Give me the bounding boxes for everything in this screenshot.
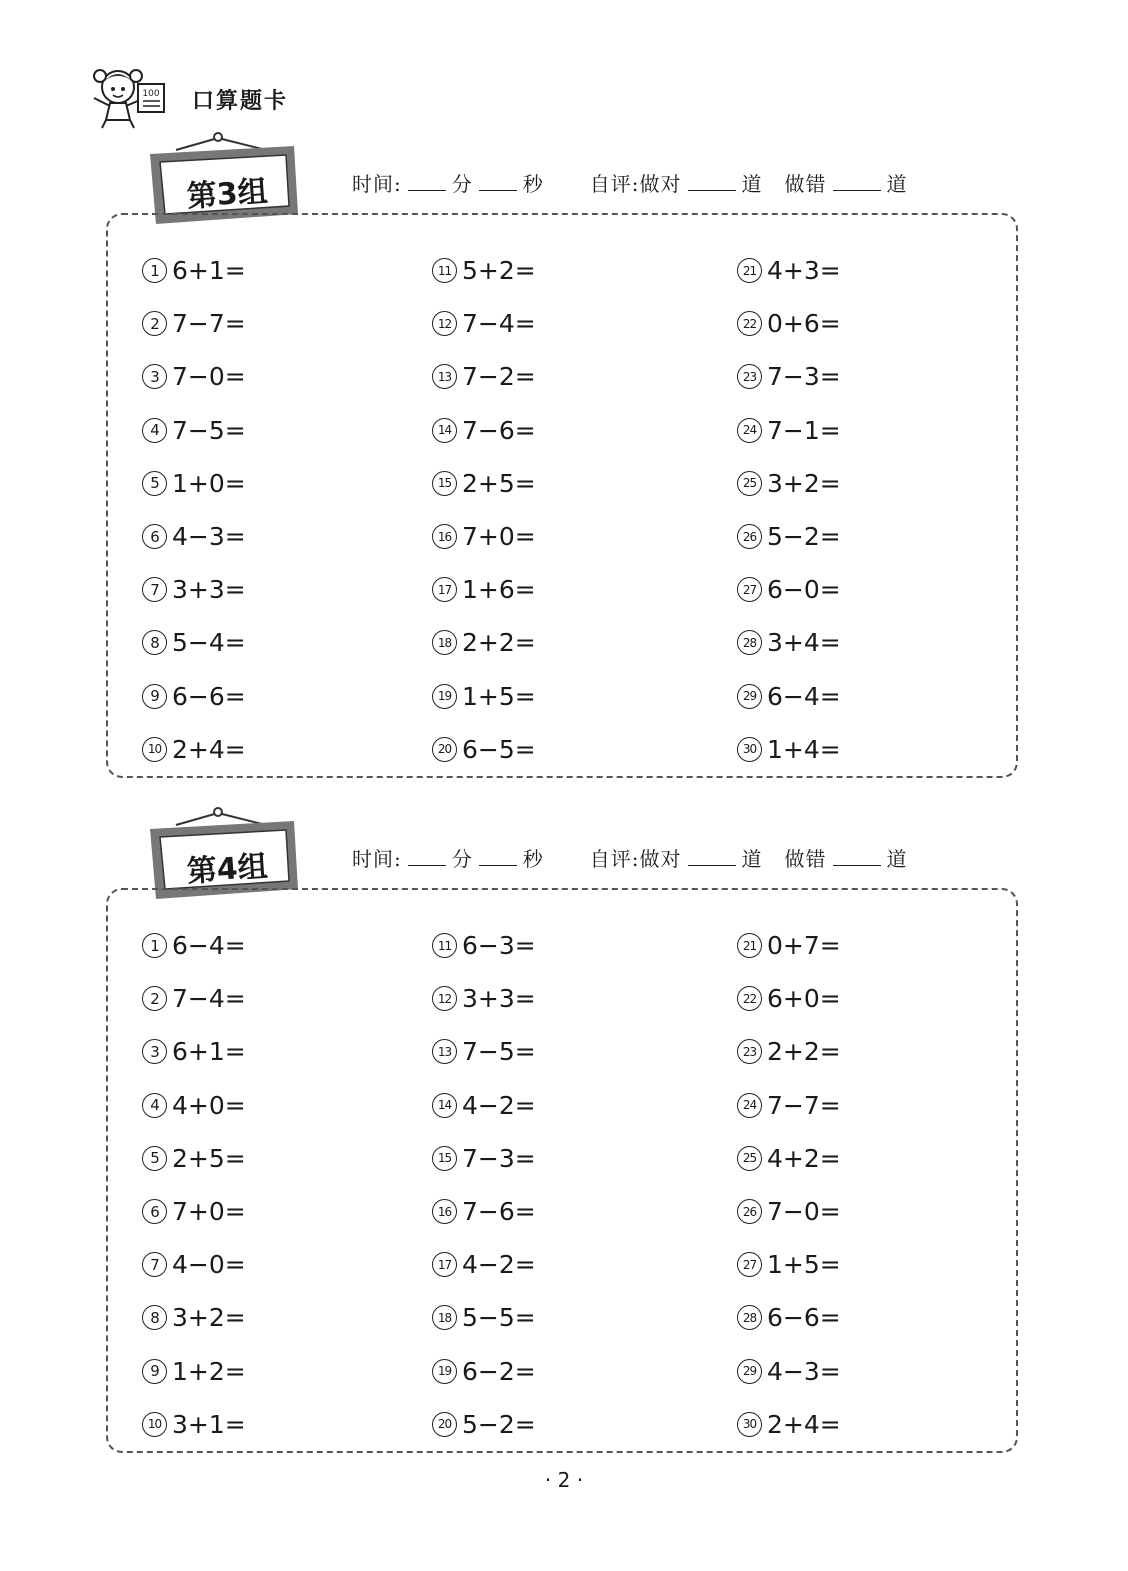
problem-number: 3 — [142, 364, 167, 389]
problem-number: 3 — [142, 1039, 167, 1064]
problem-item — [142, 670, 246, 723]
wrong-label: 做错 — [784, 847, 827, 871]
problem-item — [737, 1238, 841, 1291]
problem-item — [432, 457, 536, 510]
problem-number: 9 — [142, 1359, 167, 1384]
problem-item — [432, 350, 536, 403]
problem-expression: 6+1= — [172, 1037, 246, 1067]
problem-item — [737, 1398, 841, 1451]
problem-expression: 7−3= — [767, 362, 841, 392]
time-label: 时间: — [352, 172, 402, 196]
problem-expression: 1+4= — [767, 734, 841, 764]
problem-item — [432, 563, 536, 616]
page-header — [88, 62, 488, 132]
problem-expression: 7−6= — [462, 415, 536, 445]
correct-count-blank[interactable] — [688, 847, 736, 866]
girl-with-100-card-icon — [88, 62, 168, 132]
problem-item — [432, 1291, 536, 1344]
minutes-blank[interactable] — [408, 172, 446, 191]
problem-item — [737, 297, 841, 350]
problem-expression: 6−4= — [172, 931, 246, 961]
problem-expression: 4+3= — [767, 256, 841, 286]
problem-expression: 7−3= — [462, 1143, 536, 1173]
seconds-blank[interactable] — [479, 172, 517, 191]
problem-expression: 2+2= — [462, 628, 536, 658]
problem-item — [142, 244, 246, 297]
problem-item — [142, 723, 246, 776]
wrong-count-blank[interactable] — [833, 847, 881, 866]
problem-item — [142, 563, 246, 616]
problem-number: 11 — [432, 933, 457, 958]
problem-number: 26 — [737, 524, 762, 549]
self-eval-label: 自评:做对 — [589, 847, 682, 871]
problem-expression: 2+4= — [767, 1409, 841, 1439]
problem-expression: 5−2= — [462, 1409, 536, 1439]
problem-item — [432, 972, 536, 1025]
problem-number: 28 — [737, 630, 762, 655]
problem-item — [432, 1238, 536, 1291]
problem-item — [142, 972, 246, 1025]
problem-expression: 3+2= — [172, 1303, 246, 1333]
problem-item — [432, 616, 536, 669]
problem-expression: 7−7= — [767, 1090, 841, 1120]
problem-item — [737, 1079, 841, 1132]
problem-number: 2 — [142, 311, 167, 336]
problem-expression: 0+6= — [767, 309, 841, 339]
problem-number: 14 — [432, 1093, 457, 1118]
problem-item — [142, 1185, 246, 1238]
problem-item — [432, 244, 536, 297]
problem-item — [737, 563, 841, 616]
problem-number: 20 — [432, 1412, 457, 1437]
problem-number: 5 — [142, 1146, 167, 1171]
problem-item — [432, 1345, 536, 1398]
wrong-unit: 道 — [886, 847, 908, 871]
problem-item — [142, 616, 246, 669]
problem-expression: 7−5= — [462, 1037, 536, 1067]
problem-item — [737, 457, 841, 510]
problem-column — [737, 919, 841, 1451]
self-eval-label: 自评:做对 — [589, 172, 682, 196]
problem-expression: 6−2= — [462, 1356, 536, 1386]
wrong-count-blank[interactable] — [833, 172, 881, 191]
problem-number: 4 — [142, 418, 167, 443]
problem-number: 13 — [432, 364, 457, 389]
problem-column — [432, 919, 536, 1451]
problem-expression: 2+4= — [172, 734, 246, 764]
minutes-unit: 分 — [451, 847, 473, 871]
problem-expression: 6+0= — [767, 984, 841, 1014]
problem-expression: 4−2= — [462, 1090, 536, 1120]
correct-unit: 道 — [741, 847, 763, 871]
problem-expression: 7−4= — [462, 309, 536, 339]
problem-number: 28 — [737, 1305, 762, 1330]
problem-expression: 1+0= — [172, 468, 246, 498]
problem-expression: 1+5= — [767, 1250, 841, 1280]
problem-number: 22 — [737, 986, 762, 1011]
problem-item — [737, 404, 841, 457]
problem-item — [142, 1291, 246, 1344]
problem-number: 24 — [737, 1093, 762, 1118]
problem-column — [737, 244, 841, 776]
problem-number: 14 — [432, 418, 457, 443]
problem-item — [142, 510, 246, 563]
problem-expression: 3+3= — [462, 984, 536, 1014]
problem-item — [432, 404, 536, 457]
problem-expression: 7−2= — [462, 362, 536, 392]
problem-item — [737, 1132, 841, 1185]
problem-expression: 4−2= — [462, 1250, 536, 1280]
minutes-unit: 分 — [451, 172, 473, 196]
problem-number: 9 — [142, 684, 167, 709]
problem-item — [142, 297, 246, 350]
problem-number: 26 — [737, 1199, 762, 1224]
problem-expression: 5−2= — [767, 522, 841, 552]
problem-number: 2 — [142, 986, 167, 1011]
problem-item — [737, 723, 841, 776]
problem-item — [737, 350, 841, 403]
problem-expression: 1+5= — [462, 681, 536, 711]
group-label: 第3组 — [185, 174, 269, 215]
problem-number: 15 — [432, 471, 457, 496]
correct-count-blank[interactable] — [688, 172, 736, 191]
problem-expression: 1+2= — [172, 1356, 246, 1386]
problem-expression: 6−6= — [172, 681, 246, 711]
problem-item — [737, 1345, 841, 1398]
problem-number: 16 — [432, 524, 457, 549]
problem-number: 11 — [432, 258, 457, 283]
problem-number: 21 — [737, 258, 762, 283]
problem-number: 7 — [142, 1252, 167, 1277]
problem-item — [737, 1185, 841, 1238]
problem-number: 29 — [737, 1359, 762, 1384]
problem-number: 21 — [737, 933, 762, 958]
problem-item — [737, 244, 841, 297]
problem-column — [142, 919, 246, 1451]
problem-column — [432, 244, 536, 776]
correct-unit: 道 — [741, 172, 763, 196]
problem-expression: 7+0= — [462, 522, 536, 552]
problem-number: 19 — [432, 684, 457, 709]
problem-expression: 5−5= — [462, 1303, 536, 1333]
problem-number: 7 — [142, 577, 167, 602]
wrong-label: 做错 — [784, 172, 827, 196]
problem-item — [432, 670, 536, 723]
problem-item — [142, 404, 246, 457]
problem-number: 30 — [737, 737, 762, 762]
problem-item — [737, 510, 841, 563]
problem-item — [737, 616, 841, 669]
problem-expression: 7−0= — [767, 1197, 841, 1227]
problem-expression: 4−3= — [172, 522, 246, 552]
seconds-blank[interactable] — [479, 847, 517, 866]
problem-item — [737, 1025, 841, 1078]
problem-expression: 6−4= — [767, 681, 841, 711]
problem-expression: 7−4= — [172, 984, 246, 1014]
problem-expression: 4+0= — [172, 1090, 246, 1120]
problem-number: 27 — [737, 1252, 762, 1277]
problem-number: 12 — [432, 986, 457, 1011]
problem-expression: 3+1= — [172, 1409, 246, 1439]
problem-number: 18 — [432, 630, 457, 655]
problem-number: 27 — [737, 577, 762, 602]
problem-number: 25 — [737, 471, 762, 496]
problem-number: 15 — [432, 1146, 457, 1171]
problem-number: 24 — [737, 418, 762, 443]
problem-number: 29 — [737, 684, 762, 709]
seconds-unit: 秒 — [522, 172, 544, 196]
problem-expression: 7−1= — [767, 415, 841, 445]
page-number: · 2 · — [544, 1468, 584, 1492]
problem-expression: 0+7= — [767, 931, 841, 961]
problem-expression: 2+5= — [462, 468, 536, 498]
problem-number: 1 — [142, 258, 167, 283]
problem-number: 8 — [142, 630, 167, 655]
problem-expression: 4−3= — [767, 1356, 841, 1386]
problem-expression: 3+3= — [172, 575, 246, 605]
wrong-unit: 道 — [886, 172, 908, 196]
problem-expression: 6−6= — [767, 1303, 841, 1333]
problem-expression: 2+2= — [767, 1037, 841, 1067]
problem-number: 5 — [142, 471, 167, 496]
problem-item — [142, 1398, 246, 1451]
problem-expression: 7+0= — [172, 1197, 246, 1227]
problem-number: 6 — [142, 1199, 167, 1224]
svg-text:100: 100 — [142, 89, 160, 99]
time-label: 时间: — [352, 847, 402, 871]
problem-number: 4 — [142, 1093, 167, 1118]
problem-expression: 4−0= — [172, 1250, 246, 1280]
problem-expression: 4+2= — [767, 1143, 841, 1173]
problem-item — [432, 1079, 536, 1132]
problem-item — [432, 1398, 536, 1451]
problem-item — [432, 1025, 536, 1078]
problem-expression: 7−6= — [462, 1197, 536, 1227]
problem-number: 18 — [432, 1305, 457, 1330]
timing-and-self-eval — [352, 843, 908, 872]
problem-expression: 6−5= — [462, 734, 536, 764]
problem-number: 12 — [432, 311, 457, 336]
problem-expression: 7−0= — [172, 362, 246, 392]
problem-expression: 2+5= — [172, 1143, 246, 1173]
problem-item — [737, 972, 841, 1025]
problem-number: 25 — [737, 1146, 762, 1171]
problem-expression: 5−4= — [172, 628, 246, 658]
problem-number: 10 — [142, 737, 167, 762]
problem-number: 19 — [432, 1359, 457, 1384]
problem-item — [432, 723, 536, 776]
problem-number: 13 — [432, 1039, 457, 1064]
problem-number: 17 — [432, 577, 457, 602]
problem-expression: 3+4= — [767, 628, 841, 658]
problem-expression: 5+2= — [462, 256, 536, 286]
problem-expression: 7−7= — [172, 309, 246, 339]
timing-and-self-eval — [352, 168, 908, 197]
problem-item — [142, 919, 246, 972]
problem-item — [737, 919, 841, 972]
problem-item — [432, 510, 536, 563]
problem-column — [142, 244, 246, 776]
problem-number: 6 — [142, 524, 167, 549]
problem-item — [142, 1079, 246, 1132]
problem-expression: 6−0= — [767, 575, 841, 605]
problem-item — [142, 350, 246, 403]
group-label: 第4组 — [185, 849, 269, 890]
problem-expression: 3+2= — [767, 468, 841, 498]
problem-number: 20 — [432, 737, 457, 762]
problem-number: 16 — [432, 1199, 457, 1224]
problem-expression: 7−5= — [172, 415, 246, 445]
problem-item — [737, 670, 841, 723]
problem-expression: 6+1= — [172, 256, 246, 286]
problem-number: 23 — [737, 1039, 762, 1064]
problem-item — [142, 1238, 246, 1291]
problem-number: 22 — [737, 311, 762, 336]
problem-item — [432, 1185, 536, 1238]
problem-item — [142, 1345, 246, 1398]
minutes-blank[interactable] — [408, 847, 446, 866]
seconds-unit: 秒 — [522, 847, 544, 871]
problem-number: 8 — [142, 1305, 167, 1330]
problem-number: 23 — [737, 364, 762, 389]
problem-number: 30 — [737, 1412, 762, 1437]
problem-number: 10 — [142, 1412, 167, 1437]
problem-item — [432, 919, 536, 972]
problem-item — [142, 1025, 246, 1078]
problem-number: 17 — [432, 1252, 457, 1277]
problem-number: 1 — [142, 933, 167, 958]
problem-item — [432, 297, 536, 350]
problem-expression: 6−3= — [462, 931, 536, 961]
problem-expression: 1+6= — [462, 575, 536, 605]
problem-item — [142, 1132, 246, 1185]
problem-item — [142, 457, 246, 510]
page-title: 口算题卡 — [192, 89, 289, 114]
problem-item — [737, 1291, 841, 1344]
problem-item — [432, 1132, 536, 1185]
